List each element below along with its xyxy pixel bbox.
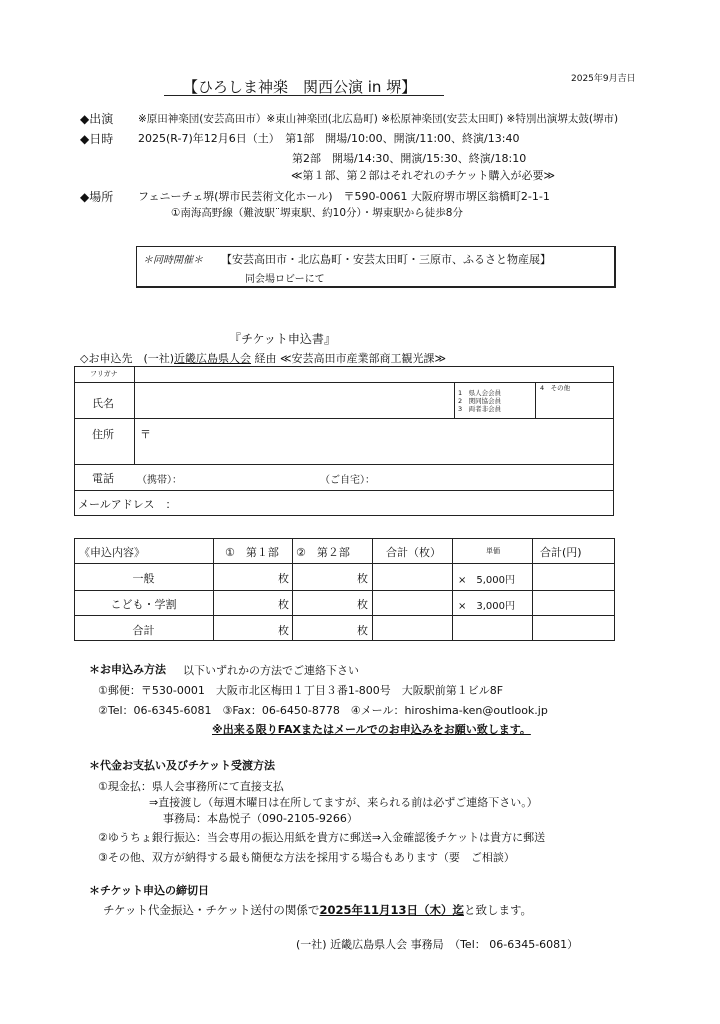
applicant-form <box>74 366 614 516</box>
order-row-part2-unit[interactable]: 枚 <box>357 598 368 611</box>
member-type-3[interactable]: 3 両者非会員 <box>458 405 502 413</box>
order-header-part2: ② 第２部 <box>296 546 350 559</box>
order-row-part1-unit[interactable]: 枚 <box>278 624 289 637</box>
apply-contacts: ②Tel：06-6345-6081 ③Fax：06-6450-8778 ④メール：hiroshima-ken@outlook.jp <box>98 704 548 717</box>
member-type-2[interactable]: 2 関同協会員 <box>458 397 502 405</box>
mobile-label: （携帯）： <box>137 475 182 486</box>
form-row-line-3 <box>74 464 614 465</box>
form-divider-member2 <box>535 382 536 418</box>
order-row-line-2 <box>74 615 615 616</box>
form-divider-label <box>134 366 135 464</box>
order-row-part2-unit[interactable]: 枚 <box>357 572 368 585</box>
deadline-text <box>103 902 532 918</box>
payment-other: ③その他、双方が納得する最も簡便な方法を採用する場合もあります（要 ご相談） <box>98 851 515 864</box>
order-row-part1-unit[interactable]: 枚 <box>278 572 289 585</box>
form-row-line-2 <box>74 418 614 419</box>
order-row-part2-unit[interactable]: 枚 <box>357 624 368 637</box>
postal-mark: 〒 <box>140 428 151 441</box>
payment-cash-contact: 事務局：本島悦子（090-2105-9266） <box>163 812 358 825</box>
form-row-line-4 <box>74 490 614 491</box>
form-divider-member <box>454 382 455 418</box>
deadline-date: 2025年11月13日（木）迄 <box>319 903 464 917</box>
apply-heading-note: 以下いずれかの方法でご連絡下さい <box>183 664 359 677</box>
applicant-suffix: 経由 ≪安芸高田市産業部商工観光課≫ <box>254 352 447 365</box>
datetime-line1: 2025(R-7)年12月6日（土） 第1部 開場/10:00、開演/11:00、終演/13:40 <box>138 132 520 145</box>
form-row-line-1 <box>74 382 614 383</box>
order-row-price: × 5,000円 <box>458 575 516 586</box>
order-header-part1: ① 第１部 <box>225 546 279 559</box>
deadline-heading: ＊チケット申込の締切日 <box>89 884 210 897</box>
order-row-part1-unit[interactable]: 枚 <box>278 598 289 611</box>
payment-cash: ①現金払：県人会事務所にて直接支払 <box>98 780 284 793</box>
concurrent-event-tag: ＊同時開催＊ <box>143 255 203 266</box>
order-col-1 <box>213 538 214 641</box>
payment-bank: ②ゆうちょ銀行振込：当会専用の振込用紙を貴方に郵送⇒入金確認後チケットは貴方に郵送 <box>98 831 546 844</box>
deadline-suffix: と致します。 <box>463 903 533 917</box>
furigana-label: フリガナ <box>90 370 118 378</box>
datetime-label: ◆日時 <box>80 132 114 146</box>
order-row-label: 合計 <box>132 624 155 637</box>
form-title: 『チケット申込書』 <box>229 332 336 346</box>
concurrent-event-box <box>136 246 616 288</box>
member-type-4[interactable]: 4 その他 <box>540 384 571 392</box>
order-header-unit-price: 単価 <box>486 547 500 555</box>
footer-contact: (一社) 近畿広島県人会 事務局 （Tel： 06-6345-6081） <box>296 938 579 951</box>
apply-heading: ＊お申込み方法 <box>89 663 166 676</box>
order-col-4 <box>452 538 453 641</box>
home-label: （ご自宅）： <box>320 475 375 486</box>
concurrent-event-title: 【安芸高田市・北広島町・安芸太田町・三原市、ふるさと物産展】 <box>221 253 551 266</box>
address-label: 住所 <box>92 428 114 441</box>
applicant-prefix: ◇お申込先 (一社) <box>80 352 175 365</box>
payment-cash-detail: ⇒直接渡し（毎週木曜日は在所してますが、来られる前は必ずご連絡下さい。） <box>149 796 538 809</box>
email-label: メールアドレス ： <box>78 498 177 511</box>
venue-text: フェニーチェ堺(堺市民芸術文化ホール) 〒590-0061 大阪府堺市堺区翁橋町2-1-1 <box>138 190 550 203</box>
datetime-note: ≪第１部、第２部はそれぞれのチケット購入が必要≫ <box>291 169 556 182</box>
order-col-2 <box>292 538 293 641</box>
apply-post: ①郵便：〒530-0001 大阪市北区梅田１丁目３番1-800号 大阪駅前第１ビル8F <box>98 684 504 697</box>
order-row-label: こども・学割 <box>110 598 177 611</box>
access-text: ①南海高野線（難波駅¨堺東駅、約10分）・堺東駅から徒歩8分 <box>171 207 463 219</box>
deadline-prefix: チケット代金振込・チケット送付の関係で <box>103 903 320 917</box>
issue-date: 2025年9月吉日 <box>571 74 636 84</box>
order-row-line-1 <box>74 590 615 591</box>
applicant-line <box>80 350 446 366</box>
payment-heading: ＊代金お支払い及びチケット受渡方法 <box>89 759 276 772</box>
order-header-content: 《申込内容》 <box>79 546 145 559</box>
applicant-org: 近畿広島県人会 <box>174 352 252 365</box>
concurrent-event-place: 同会場ロビーにて <box>245 274 325 285</box>
order-row-price: × 3,000円 <box>458 601 516 612</box>
order-header-total-qty: 合計（枚） <box>386 546 441 559</box>
performers-text: ※原田神楽団(安芸高田市）※東山神楽団(北広島町) ※松原神楽団(安芸太田町) ※特別出演堺太鼓(堺市) <box>138 113 619 125</box>
performers-label: ◆出演 <box>80 112 114 126</box>
page-title: 【ひろしま神楽 関西公演 in 堺】 <box>183 78 417 96</box>
name-label: 氏名 <box>92 397 114 410</box>
datetime-line2: 第2部 開場/14:30、開演/15:30、終演/18:10 <box>292 152 527 165</box>
order-col-3 <box>372 538 373 641</box>
member-type-1[interactable]: 1 県人会会員 <box>458 389 502 397</box>
title-underline <box>164 95 444 96</box>
apply-note: ※出来る限りFAXまたはメールでのお申込みをお願い致します。 <box>212 723 531 736</box>
order-col-5 <box>532 538 533 641</box>
order-header-total-yen: 合計(円) <box>540 546 582 559</box>
venue-label: ◆場所 <box>80 190 114 204</box>
order-header-line <box>74 563 615 564</box>
phone-label: 電話 <box>92 472 114 485</box>
order-row-label: 一般 <box>132 572 155 585</box>
